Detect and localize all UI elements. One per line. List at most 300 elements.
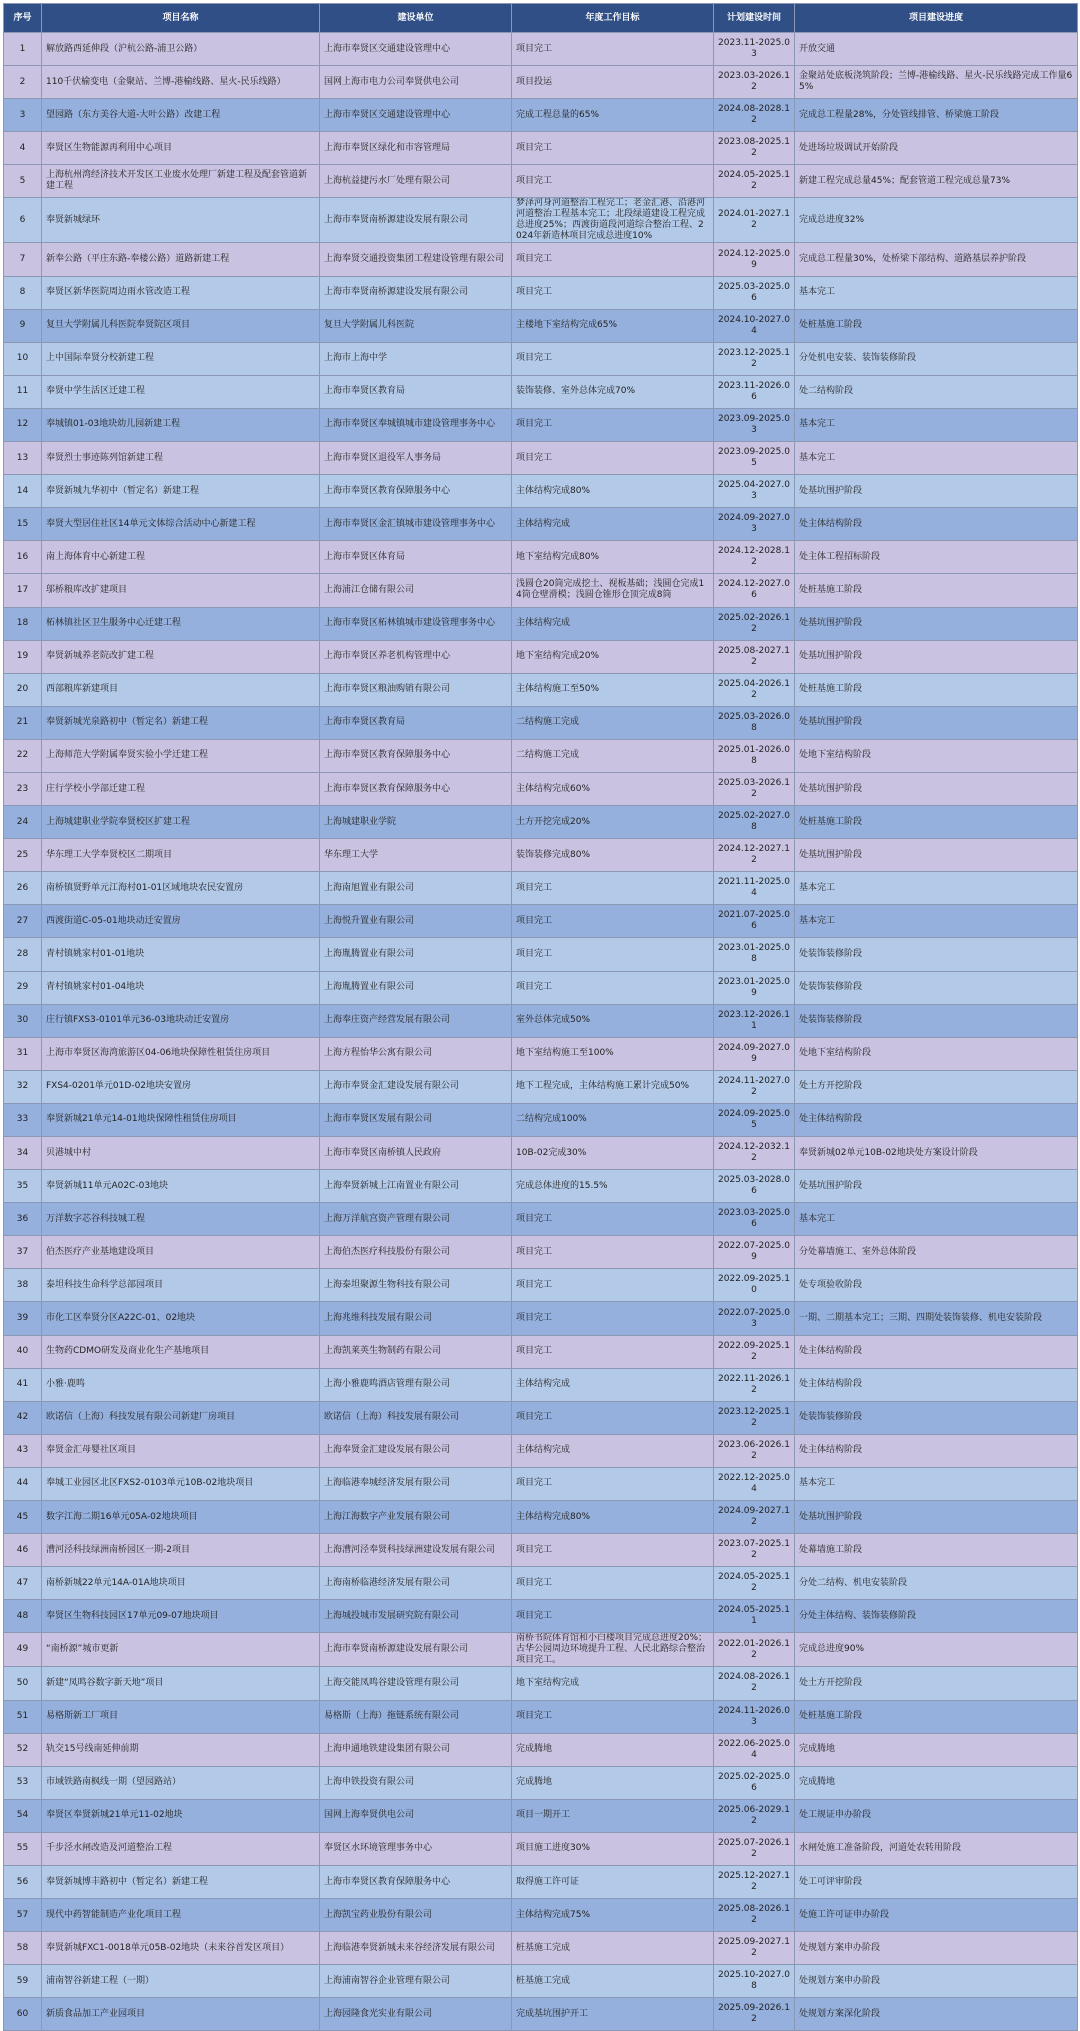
table-row [4,872,1078,905]
table-row [4,1335,1078,1368]
cell-planned-time: 2024.05-2025.12 [714,1567,795,1600]
cell-planned-time: 2024.05-2025.12 [714,165,795,198]
table-row [4,342,1078,375]
table-row [4,1799,1078,1832]
cell-construction-unit: 上海胤腾置业有限公司 [320,971,512,1004]
cell-no: 14 [4,475,42,508]
cell-project-name: 万洋数字芯谷科技城工程 [42,1203,320,1236]
cell-planned-time: 2025.02-2027.08 [714,806,795,839]
cell-no: 9 [4,309,42,342]
cell-annual-goal: 南桥书院体育馆和小白楼项目完成总进度20%；古华公园周边环境提升工程、人民北路综合整治项目完工。 [512,1633,714,1667]
cell-project-name: 数字江海二期16单元05A-02地块项目 [42,1501,320,1534]
cell-annual-goal: 地下室结构完成 [512,1667,714,1700]
table-row [4,839,1078,872]
cell-construction-unit: 上海市奉贤区养老机构管理中心 [320,640,512,673]
cell-project-name: 千步泾水闸改造及河道整治工程 [42,1832,320,1865]
cell-progress: 处基坑围护阶段 [795,607,1078,640]
cell-planned-time: 2022.11-2026.12 [714,1368,795,1401]
cell-progress: 基本完工 [795,442,1078,475]
cell-no: 19 [4,640,42,673]
cell-planned-time: 2021.11-2025.04 [714,872,795,905]
cell-no: 6 [4,198,42,243]
table-row [4,1998,1078,2031]
cell-no: 39 [4,1302,42,1335]
cell-progress: 完成腾地 [795,1766,1078,1799]
cell-planned-time: 2025.10-2027.08 [714,1965,795,1998]
cell-planned-time: 2022.06-2025.04 [714,1733,795,1766]
cell-annual-goal: 项目完工 [512,132,714,165]
cell-project-name: 华东理工大学奉贤校区二期项目 [42,839,320,872]
cell-no: 50 [4,1667,42,1700]
cell-progress: 处装饰装修阶段 [795,1004,1078,1037]
cell-progress: 基本完工 [795,872,1078,905]
cell-project-name: 奉贤新城博丰路初中（暂定名）新建工程 [42,1865,320,1898]
cell-project-name: 望园路（东方美谷大道-大叶公路）改建工程 [42,99,320,132]
table-row [4,938,1078,971]
cell-project-name: 庄行学校小学部迁建工程 [42,772,320,805]
cell-construction-unit: 上海市上海中学 [320,342,512,375]
cell-progress: 处装饰装修阶段 [795,938,1078,971]
cell-project-name: 解放路西延伸段（沪杭公路-浦卫公路） [42,33,320,66]
cell-annual-goal: 项目完工 [512,872,714,905]
cell-project-name: 奉贤新城九华初中（暂定名）新建工程 [42,475,320,508]
cell-construction-unit: 上海市奉贤区教育保障服务中心 [320,1865,512,1898]
cell-project-name: 上海城建职业学院奉贤校区扩建工程 [42,806,320,839]
cell-construction-unit: 上海凯宝药业股份有限公司 [320,1899,512,1932]
table-row [4,99,1078,132]
cell-project-name: 上海杭州湾经济技术开发区工业废水处理厂新建工程及配套管道新建工程 [42,165,320,198]
cell-planned-time: 2022.09-2025.12 [714,1335,795,1368]
cell-progress: 处基坑围护阶段 [795,706,1078,739]
cell-construction-unit: 上海城投城市发展研究院有限公司 [320,1600,512,1633]
cell-construction-unit: 上海市奉贤区交通建设管理中心 [320,99,512,132]
cell-no: 40 [4,1335,42,1368]
cell-annual-goal: 项目完工 [512,165,714,198]
cell-project-name: 新奉公路（平庄东路-奉楼公路）道路新建工程 [42,243,320,276]
cell-planned-time: 2024.12-2028.12 [714,541,795,574]
table-row [4,1667,1078,1700]
cell-annual-goal: 项目完工 [512,1269,714,1302]
cell-no: 35 [4,1170,42,1203]
cell-planned-time: 2025.07-2026.12 [714,1832,795,1865]
cell-annual-goal: 地下室结构完成20% [512,640,714,673]
cell-no: 12 [4,408,42,441]
cell-no: 10 [4,342,42,375]
cell-no: 18 [4,607,42,640]
cell-no: 51 [4,1700,42,1733]
project-table [3,3,1078,2031]
table-row [4,739,1078,772]
table-row [4,706,1078,739]
cell-construction-unit: 上海市奉贤区粮油购销有限公司 [320,673,512,706]
cell-progress: 分处二结构、机电安装阶段 [795,1567,1078,1600]
cell-no: 47 [4,1567,42,1600]
cell-no: 53 [4,1766,42,1799]
cell-progress: 处地下室结构阶段 [795,1037,1078,1070]
cell-annual-goal: 主体结构完成 [512,1368,714,1401]
cell-annual-goal: 二结构施工完成 [512,706,714,739]
table-row [4,1600,1078,1633]
cell-no: 28 [4,938,42,971]
cell-construction-unit: 上海漕河泾奉贤科技绿洲建设发展有限公司 [320,1534,512,1567]
cell-annual-goal: 主体结构完成80% [512,1501,714,1534]
cell-annual-goal: 室外总体完成50% [512,1004,714,1037]
cell-annual-goal: 项目完工 [512,905,714,938]
cell-planned-time: 2025.03-2025.06 [714,276,795,309]
cell-planned-time: 2023.11-2025.03 [714,33,795,66]
cell-progress: 基本完工 [795,276,1078,309]
cell-annual-goal: 装饰装修、室外总体完成70% [512,375,714,408]
cell-progress: 处装饰装修阶段 [795,971,1078,1004]
cell-progress: 处主体结构阶段 [795,1434,1078,1467]
cell-planned-time: 2023.12-2025.12 [714,342,795,375]
cell-planned-time: 2025.04-2027.03 [714,475,795,508]
cell-no: 2 [4,66,42,99]
cell-annual-goal: 项目完工 [512,1236,714,1269]
cell-planned-time: 2022.07-2025.09 [714,1236,795,1269]
cell-annual-goal: 项目完工 [512,938,714,971]
cell-annual-goal: 项目完工 [512,1335,714,1368]
cell-annual-goal: 项目投运 [512,66,714,99]
cell-no: 4 [4,132,42,165]
cell-construction-unit: 上海江海数字产业发展有限公司 [320,1501,512,1534]
cell-annual-goal: 装饰装修完成80% [512,839,714,872]
cell-no: 36 [4,1203,42,1236]
cell-planned-time: 2024.09-2025.05 [714,1103,795,1136]
table-row [4,1103,1078,1136]
cell-no: 58 [4,1932,42,1965]
cell-construction-unit: 上海奉贤金汇建设发展有限公司 [320,1434,512,1467]
cell-planned-time: 2025.08-2026.12 [714,1899,795,1932]
cell-progress: 分处幕墙施工、室外总体阶段 [795,1236,1078,1269]
cell-construction-unit: 上海市奉贤区退役军人事务局 [320,442,512,475]
cell-progress: 处规划方案申办阶段 [795,1965,1078,1998]
cell-progress: 处基坑围护阶段 [795,772,1078,805]
cell-no: 60 [4,1998,42,2031]
cell-project-name: 西渡街道C-05-01地块动迁安置房 [42,905,320,938]
cell-construction-unit: 上海市奉贤南桥源建设发展有限公司 [320,276,512,309]
table-row [4,1037,1078,1070]
cell-project-name: 奉贤新城光泉路初中（暂定名）新建工程 [42,706,320,739]
cell-project-name: “南桥源”城市更新 [42,1633,320,1667]
cell-annual-goal: 项目施工进度30% [512,1832,714,1865]
cell-project-name: 生物药CDMO研发及商业化生产基地项目 [42,1335,320,1368]
cell-annual-goal: 项目完工 [512,243,714,276]
table-row [4,408,1078,441]
cell-planned-time: 2025.08-2027.12 [714,640,795,673]
cell-annual-goal: 浅圆仓20筒完成挖土、视板基础；浅圆仓完成14筒仓壁滑模；浅圆仓锥形仓顶完成8筒 [512,574,714,607]
cell-project-name: 市域铁路南枫线一期（望园路站） [42,1766,320,1799]
cell-planned-time: 2024.12-2027.06 [714,574,795,607]
cell-progress: 基本完工 [795,408,1078,441]
cell-no: 34 [4,1137,42,1170]
cell-project-name: 市化工区奉贤分区A22C-01、02地块 [42,1302,320,1335]
cell-planned-time: 2024.08-2028.12 [714,99,795,132]
cell-annual-goal: 项目完工 [512,971,714,1004]
header-progress: 项目建设进度 [795,4,1078,33]
cell-annual-goal: 地下工程完成，主体结构施工累计完成50% [512,1070,714,1103]
cell-construction-unit: 上海市奉贤区绿化和市容管理局 [320,132,512,165]
cell-no: 27 [4,905,42,938]
cell-construction-unit: 上海泰坦聚源生物科技有限公司 [320,1269,512,1302]
cell-no: 32 [4,1070,42,1103]
cell-project-name: 贝港城中村 [42,1137,320,1170]
cell-planned-time: 2025.03-2028.06 [714,1170,795,1203]
cell-no: 37 [4,1236,42,1269]
table-row [4,1501,1078,1534]
cell-planned-time: 2023.12-2026.11 [714,1004,795,1037]
table-row [4,1766,1078,1799]
cell-project-name: 奉贤区新华医院周边雨水管改造工程 [42,276,320,309]
cell-project-name: 南桥新城22单元14A-01A地块项目 [42,1567,320,1600]
cell-construction-unit: 上海浦南智谷企业管理有限公司 [320,1965,512,1998]
cell-no: 31 [4,1037,42,1070]
cell-annual-goal: 主体结构完成60% [512,772,714,805]
cell-construction-unit: 上海市奉贤区奉城镇城市建设管理事务中心 [320,408,512,441]
cell-construction-unit: 上海兆维科技发展有限公司 [320,1302,512,1335]
cell-construction-unit: 复旦大学附属儿科医院 [320,309,512,342]
cell-construction-unit: 上海市奉贤区南桥镇人民政府 [320,1137,512,1170]
cell-progress: 处专项验收阶段 [795,1269,1078,1302]
cell-planned-time: 2023.09-2025.03 [714,408,795,441]
cell-project-name: 浦南智谷新建工程（一期） [42,1965,320,1998]
cell-planned-time: 2023.06-2026.12 [714,1434,795,1467]
cell-progress: 基本完工 [795,1467,1078,1500]
cell-project-name: 小雅·鹿鸣 [42,1368,320,1401]
cell-construction-unit: 上海奉贤交通投资集团工程建设管理有限公司 [320,243,512,276]
cell-planned-time: 2023.09-2025.05 [714,442,795,475]
cell-project-name: 奉贤金汇母婴社区项目 [42,1434,320,1467]
cell-annual-goal: 桩基施工完成 [512,1932,714,1965]
cell-construction-unit: 上海城建职业学院 [320,806,512,839]
cell-no: 52 [4,1733,42,1766]
cell-project-name: 易格斯新工厂项目 [42,1700,320,1733]
cell-project-name: 复旦大学附属儿科医院奉贤院区项目 [42,309,320,342]
cell-planned-time: 2025.03-2026.08 [714,706,795,739]
cell-construction-unit: 上海伯杰医疗科技股份有限公司 [320,1236,512,1269]
table-row [4,1269,1078,1302]
cell-project-name: 上海师范大学附属奉贤实验小学迁建工程 [42,739,320,772]
cell-planned-time: 2023.08-2025.12 [714,132,795,165]
cell-progress: 处桩基施工阶段 [795,574,1078,607]
table-row [4,971,1078,1004]
table-row [4,475,1078,508]
cell-annual-goal: 完成基坑围护开工 [512,1998,714,2031]
cell-no: 30 [4,1004,42,1037]
table-row [4,1302,1078,1335]
cell-project-name: 柘林镇社区卫生服务中心迁建工程 [42,607,320,640]
cell-no: 3 [4,99,42,132]
cell-construction-unit: 欧诺信（上海）科技发展有限公司 [320,1401,512,1434]
table-row [4,806,1078,839]
cell-progress: 处主体结构阶段 [795,1368,1078,1401]
cell-planned-time: 2023.01-2025.08 [714,938,795,971]
cell-planned-time: 2024.09-2027.12 [714,1501,795,1534]
table-row [4,132,1078,165]
cell-progress: 分处主体结构、装饰装修阶段 [795,1600,1078,1633]
cell-no: 38 [4,1269,42,1302]
cell-progress: 处桩基施工阶段 [795,673,1078,706]
cell-planned-time: 2023.12-2025.12 [714,1401,795,1434]
cell-no: 13 [4,442,42,475]
cell-planned-time: 2023.07-2025.12 [714,1534,795,1567]
cell-project-name: 奉贤新城养老院改扩建工程 [42,640,320,673]
cell-project-name: 新质食品加工产业园项目 [42,1998,320,2031]
cell-no: 57 [4,1899,42,1932]
cell-progress: 完成腾地 [795,1733,1078,1766]
table-row [4,607,1078,640]
table-row [4,1932,1078,1965]
cell-construction-unit: 上海申通地铁建设集团有限公司 [320,1733,512,1766]
table-header [4,4,1078,33]
cell-no: 1 [4,33,42,66]
cell-annual-goal: 主体结构完成 [512,1434,714,1467]
cell-construction-unit: 国网上海奉贤供电公司 [320,1799,512,1832]
cell-progress: 金聚站处底板浇筑阶段；兰博-港榆线路、星火-民乐线路完成工作量65% [795,66,1078,99]
header-project-name: 项目名称 [42,4,320,33]
cell-annual-goal: 项目完工 [512,408,714,441]
cell-annual-goal: 主体结构完成80% [512,475,714,508]
cell-progress: 基本完工 [795,905,1078,938]
cell-project-name: 奉贤新城FXC1-0018单元05B-02地块（未来谷首发区项目） [42,1932,320,1965]
cell-annual-goal: 项目完工 [512,1700,714,1733]
cell-planned-time: 2024.11-2026.03 [714,1700,795,1733]
cell-project-name: 奉贤中学生活区迁建工程 [42,375,320,408]
cell-no: 56 [4,1865,42,1898]
cell-planned-time: 2023.01-2025.09 [714,971,795,1004]
table-row [4,574,1078,607]
cell-project-name: 奉贤新城绿环 [42,198,320,243]
cell-project-name: 伯杰医疗产业基地建设项目 [42,1236,320,1269]
cell-construction-unit: 上海市奉贤区交通建设管理中心 [320,33,512,66]
cell-no: 21 [4,706,42,739]
cell-progress: 处装饰装修阶段 [795,1401,1078,1434]
cell-construction-unit: 上海小雅鹿鸣酒店管理有限公司 [320,1368,512,1401]
cell-planned-time: 2024.05-2025.11 [714,1600,795,1633]
cell-construction-unit: 上海凯莱英生物制药有限公司 [320,1335,512,1368]
cell-construction-unit: 上海市奉贤区教育局 [320,706,512,739]
cell-project-name: 西部粮库新建项目 [42,673,320,706]
cell-planned-time: 2022.07-2025.03 [714,1302,795,1335]
cell-construction-unit: 上海南旭置业有限公司 [320,872,512,905]
cell-planned-time: 2022.09-2025.10 [714,1269,795,1302]
cell-annual-goal: 项目完工 [512,33,714,66]
cell-project-name: 邬桥粮库改扩建项目 [42,574,320,607]
table-row [4,309,1078,342]
cell-annual-goal: 地下室结构施工至100% [512,1037,714,1070]
cell-annual-goal: 项目一期开工 [512,1799,714,1832]
cell-construction-unit: 上海奉庄资产经营发展有限公司 [320,1004,512,1037]
header-annual-goal: 年度工作目标 [512,4,714,33]
cell-planned-time: 2023.03-2026.12 [714,66,795,99]
cell-annual-goal: 项目完工 [512,1467,714,1500]
cell-planned-time: 2024.11-2027.02 [714,1070,795,1103]
cell-construction-unit: 上海市奉贤南桥源建设发展有限公司 [320,1633,512,1667]
cell-annual-goal: 项目完工 [512,1534,714,1567]
cell-construction-unit: 上海市奉贤区教育局 [320,375,512,408]
cell-planned-time: 2025.12-2027.12 [714,1865,795,1898]
cell-progress: 完成总工程量30%，处桥梁下部结构、道路基层养护阶段 [795,243,1078,276]
cell-planned-time: 2025.02-2026.12 [714,607,795,640]
table-row [4,1236,1078,1269]
table-row [4,1401,1078,1434]
cell-progress: 处规划方案申办阶段 [795,1932,1078,1965]
cell-progress: 开放交通 [795,33,1078,66]
cell-annual-goal: 项目完工 [512,1600,714,1633]
cell-progress: 处桩基施工阶段 [795,806,1078,839]
cell-annual-goal: 项目完工 [512,342,714,375]
cell-construction-unit: 上海悦升置业有限公司 [320,905,512,938]
cell-project-name: 泰坦科技生命科学总部园项目 [42,1269,320,1302]
cell-no: 42 [4,1401,42,1434]
cell-construction-unit: 上海奉贤新城上江南置业有限公司 [320,1170,512,1203]
cell-annual-goal: 主体结构施工至50% [512,673,714,706]
cell-construction-unit: 上海万洋航宫资产管理有限公司 [320,1203,512,1236]
cell-project-name: 青村镇姚家村01-04地块 [42,971,320,1004]
cell-progress: 处主体结构阶段 [795,1103,1078,1136]
cell-planned-time: 2025.03-2026.12 [714,772,795,805]
table-row [4,1070,1078,1103]
header-row [4,4,1078,33]
cell-progress: 处规划方案深化阶段 [795,1998,1078,2031]
cell-project-name: FXS4-0201单元01D-02地块安置房 [42,1070,320,1103]
cell-annual-goal: 地下室结构完成80% [512,541,714,574]
table-row [4,673,1078,706]
cell-project-name: 奉贤区生物科技园区17单元09-07地块项目 [42,1600,320,1633]
table-row [4,198,1078,243]
cell-no: 59 [4,1965,42,1998]
cell-project-name: 南桥镇贤野单元江海村01-01区域地块农民安置房 [42,872,320,905]
cell-progress: 处施工许可证申办阶段 [795,1899,1078,1932]
cell-no: 44 [4,1467,42,1500]
cell-annual-goal: 二结构施工完成 [512,739,714,772]
cell-annual-goal: 项目完工 [512,1401,714,1434]
cell-annual-goal: 完成腾地 [512,1766,714,1799]
table-row [4,1368,1078,1401]
cell-progress: 处工规证申办阶段 [795,1799,1078,1832]
cell-construction-unit: 国网上海市电力公司奉贤供电公司 [320,66,512,99]
table-row [4,1700,1078,1733]
cell-project-name: 奉贤区奉贤新城21单元11-02地块 [42,1799,320,1832]
cell-annual-goal: 项目完工 [512,1203,714,1236]
table-row [4,1733,1078,1766]
cell-no: 22 [4,739,42,772]
cell-progress: 处桩基施工阶段 [795,309,1078,342]
cell-no: 15 [4,508,42,541]
cell-progress: 处基坑围护阶段 [795,640,1078,673]
cell-progress: 处地下室结构阶段 [795,739,1078,772]
table-row [4,442,1078,475]
cell-annual-goal: 10B-02完成30% [512,1137,714,1170]
cell-planned-time: 2024.08-2026.12 [714,1667,795,1700]
table-row [4,276,1078,309]
table-row [4,1004,1078,1037]
cell-construction-unit: 奉贤区水环境管理事务中心 [320,1832,512,1865]
table-row [4,1865,1078,1898]
table-row [4,165,1078,198]
cell-project-name: 南上海体育中心新建工程 [42,541,320,574]
cell-construction-unit: 上海市奉贤区教育保障服务中心 [320,772,512,805]
cell-no: 43 [4,1434,42,1467]
cell-construction-unit: 上海南桥临港经济发展有限公司 [320,1567,512,1600]
cell-planned-time: 2025.09-2026.12 [714,1998,795,2031]
cell-construction-unit: 上海临港奉贤新城未来谷经济发展有限公司 [320,1932,512,1965]
cell-project-name: 奉城工业园区北区FXS2-0103单元10B-02地块项目 [42,1467,320,1500]
cell-progress: 新建工程完成总量45%；配套管道工程完成总量73% [795,165,1078,198]
cell-no: 20 [4,673,42,706]
table-row [4,541,1078,574]
cell-progress: 处幕墙施工阶段 [795,1534,1078,1567]
